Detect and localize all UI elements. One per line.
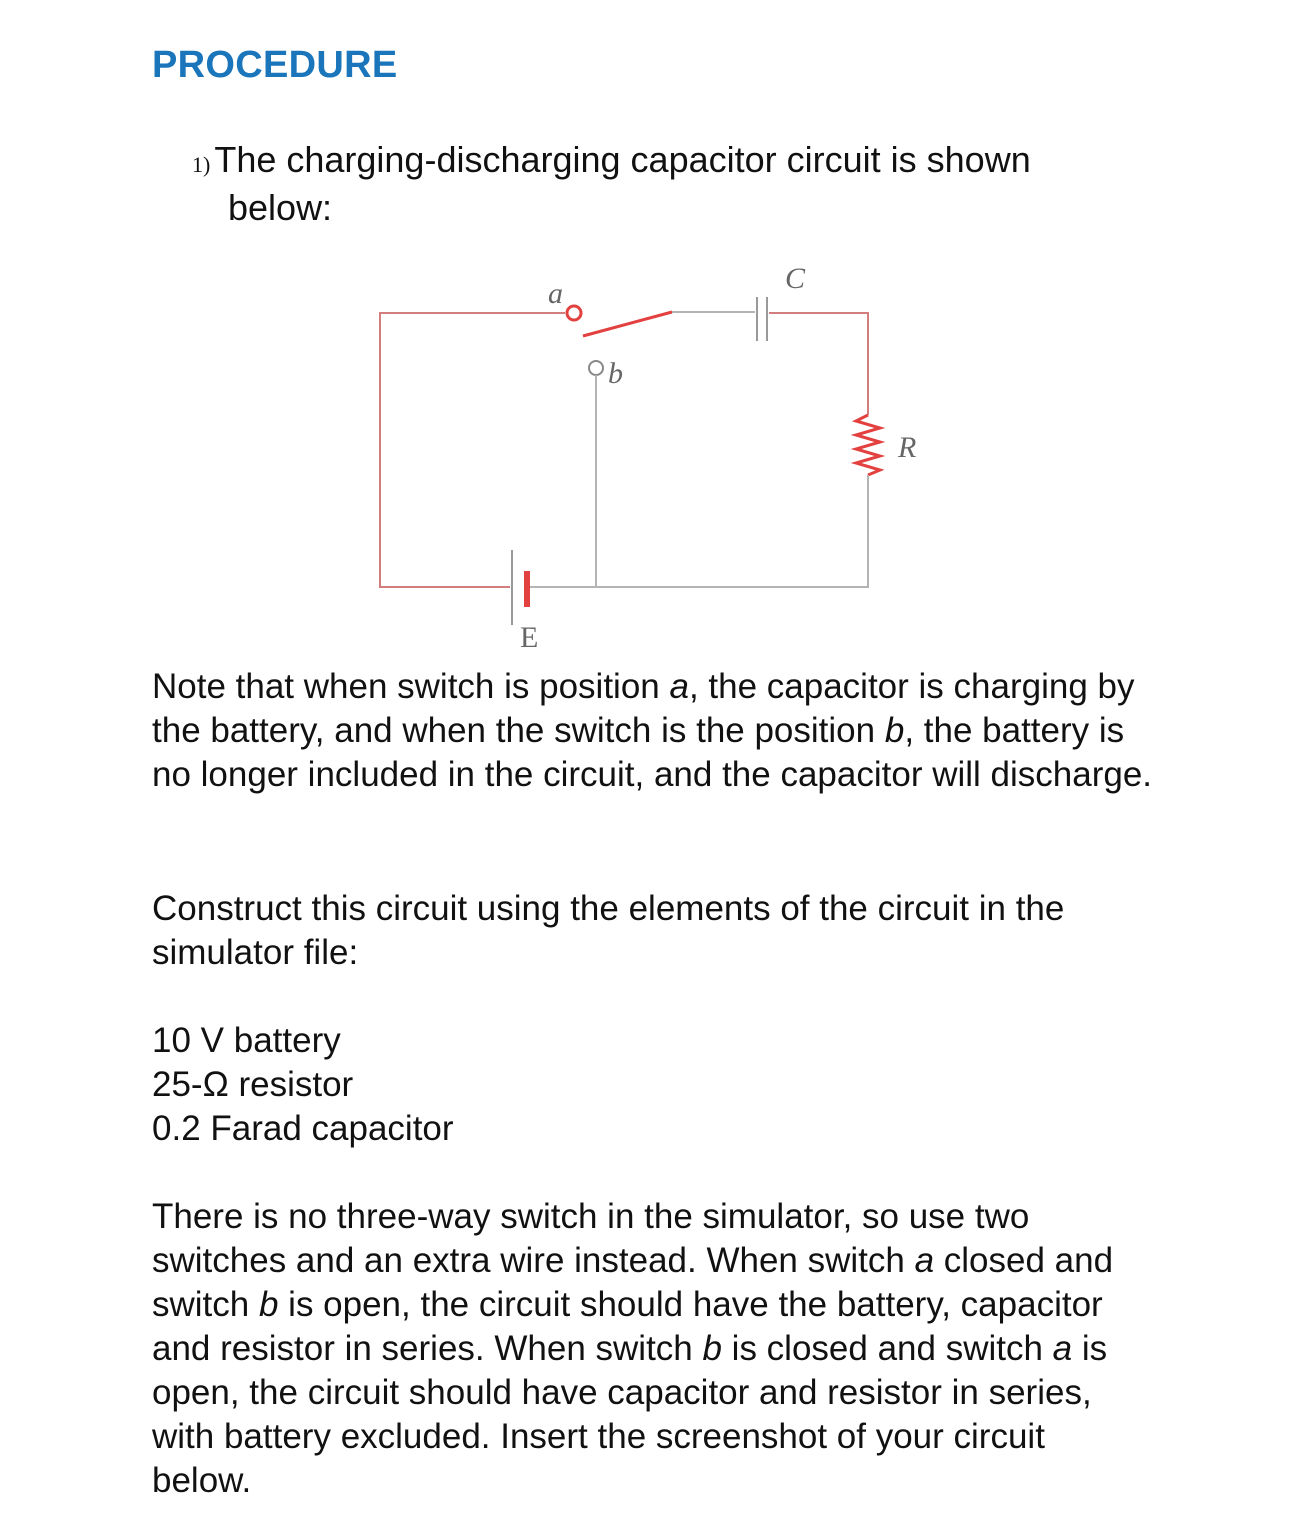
instr-switch-a1: a: [914, 1241, 935, 1280]
component-list: [152, 1019, 454, 1151]
instructions-paragraph: [152, 1195, 1152, 1503]
instr-text-3: is open, the circuit should have the battery, capacitor and resistor in series. When switch: [152, 1285, 1103, 1368]
component-battery: 10 V battery: [152, 1021, 341, 1060]
label-e: E: [520, 621, 539, 654]
wire-top-left: [380, 313, 565, 585]
procedure-heading: PROCEDURE: [152, 44, 398, 86]
switch-blade: [583, 312, 672, 336]
note-text-1: Note that when switch is position: [152, 667, 670, 706]
note-paragraph: [152, 665, 1152, 797]
instr-text-2: closed and switch: [152, 1241, 1114, 1324]
label-a: a: [548, 277, 563, 310]
label-b: b: [608, 357, 623, 390]
step-text-line2: below:: [228, 187, 333, 228]
note-text-3: , the battery is no longer included in the circuit, and the capacitor will discharge.: [152, 711, 1153, 794]
construct-paragraph: Construct this circuit using the elements of the circuit in the simulator file:: [152, 889, 1065, 972]
note-switch-a: a: [669, 667, 689, 706]
step-1: [192, 138, 1142, 229]
note-switch-b: b: [884, 711, 905, 750]
note-text-2: , the capacitor is charging by the battery, and when the switch is the position: [152, 667, 1135, 750]
component-resistor: 25-Ω resistor: [152, 1065, 354, 1104]
component-capacitor: 0.2 Farad capacitor: [152, 1109, 454, 1148]
instr-switch-b1: b: [258, 1285, 279, 1324]
instr-text-5: is open, the circuit should have capacitor and resistor in series, with battery excluded. Insert the screenshot of your circuit below.: [152, 1329, 1108, 1500]
label-c: C: [785, 262, 806, 295]
terminal-b: [589, 361, 603, 375]
instr-text-4: is closed and switch: [721, 1329, 1053, 1368]
instr-text-1: There is no three-way switch in the simulator, so use two switches and an extra wire instead. When switch: [152, 1197, 1030, 1280]
circuit-diagram: [360, 255, 920, 660]
instr-switch-a2: a: [1052, 1329, 1073, 1368]
step-text-line1: The charging-discharging capacitor circuit is shown: [214, 139, 1031, 180]
wire-battery-to-left: [380, 583, 510, 587]
wire-right-bottom: [596, 475, 868, 587]
instr-switch-b2: b: [702, 1329, 722, 1368]
wire-capacitor-to-resistor: [769, 313, 868, 415]
battery-plate-short: [524, 571, 530, 607]
label-r: R: [898, 431, 917, 464]
terminal-a: [567, 306, 581, 320]
step-number: 1): [192, 152, 211, 177]
resistor: [856, 415, 880, 475]
